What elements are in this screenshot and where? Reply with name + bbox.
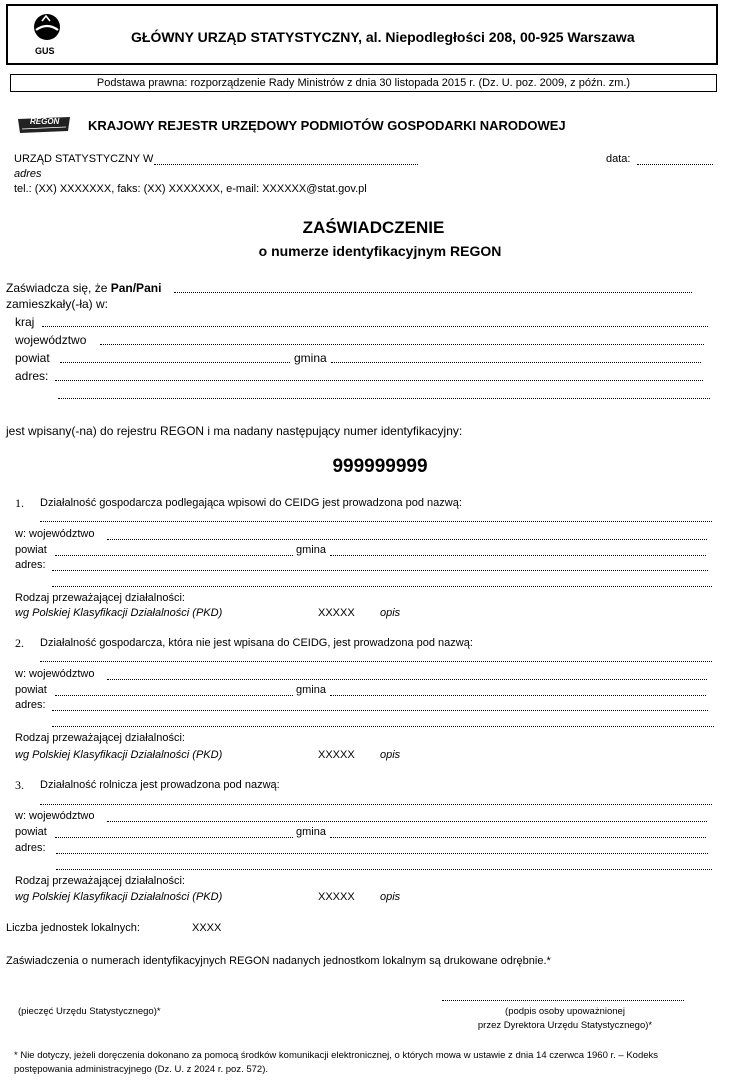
local-units-label: Liczba jednostek lokalnych: [6, 922, 140, 934]
person-intro [6, 281, 161, 295]
local-units-note: Zaświadczenia o numerach identyfikacyjnych REGON nadanych jednostkom lokalnym są drukowane odrębnie.* [6, 955, 551, 967]
footnote-line-2: postępowania administracyjnego (Dz. U. z 2024 r. poz. 572). [14, 1064, 268, 1075]
section-2-pkd-code: XXXXX [318, 749, 355, 761]
section-3-title: Działalność rolnicza jest prowadzona pod nazwą: [40, 779, 280, 791]
signature-line [442, 1000, 684, 1001]
country-field [42, 326, 708, 327]
section-2-pkd-label: wg Polskiej Klasyfikacji Działalności (PKD) [15, 749, 223, 761]
section-3-address-field-2 [56, 869, 712, 870]
section-3-voivodeship-field [107, 821, 707, 822]
regon-number: 999999999 [332, 456, 428, 477]
section-2-voivodeship-label: w: województwo [15, 668, 95, 680]
date-label: data: [606, 153, 631, 165]
commune-field [331, 362, 701, 363]
office-contact: tel.: (XX) XXXXXXX, faks: (XX) XXXXXXX, e-mail: XXXXXX@stat.gov.pl [14, 183, 367, 195]
section-2-county-field [55, 695, 293, 696]
signature-label-2: przez Dyrektora Urzędu Statystycznego)* [477, 1020, 653, 1031]
county-field [60, 362, 290, 363]
section-2-activity-label: Rodzaj przeważającej działalności: [15, 732, 185, 744]
section-1-pkd-label: wg Polskiej Klasyfikacji Działalności (PKD) [15, 607, 223, 619]
section-1-address-field [52, 570, 708, 571]
section-1-voivodeship-field [107, 539, 707, 540]
header-box [6, 4, 718, 65]
person-intro-bold: Pan/Pani [110, 281, 162, 295]
section-1-voivodeship-label: w: województwo [15, 528, 95, 540]
section-2-commune-field [330, 695, 706, 696]
section-3-pkd-code: XXXXX [318, 891, 355, 903]
doc-subtitle: o numerze identyfikacyjnym REGON [258, 243, 502, 259]
section-2-address-label: adres: [15, 699, 46, 711]
section-2-title: Działalność gospodarcza, która nie jest wpisana do CEIDG, jest prowadzona pod nazwą: [40, 637, 473, 649]
office-address: adres [14, 168, 42, 180]
voivodeship-label: województwo [15, 333, 87, 347]
section-3-name-field [40, 804, 712, 805]
section-3-address-label: adres: [15, 842, 46, 854]
registry-title: KRAJOWY REJESTR URZĘDOWY PODMIOTÓW GOSPODARKI NARODOWEJ [88, 118, 566, 133]
person-address-label: adres: [15, 369, 49, 383]
section-2-address-field-2 [52, 726, 714, 727]
section-1-pkd-desc: opis [380, 607, 401, 619]
section-1-title: Działalność gospodarcza podlegająca wpisowi do CEIDG jest prowadzona pod nazwą: [40, 497, 462, 509]
section-3-pkd-desc: opis [380, 891, 401, 903]
section-1-name-field [40, 521, 712, 522]
section-3-number: 3. [15, 778, 24, 792]
section-1-pkd-code: XXXXX [318, 607, 355, 619]
section-2-name-field [40, 661, 712, 662]
registration-text: jest wpisany(-na) do rejestru REGON i ma nadany następujący numer identyfikacyjny: [6, 424, 463, 438]
section-2-pkd-desc: opis [380, 749, 401, 761]
section-3-county-field [55, 837, 293, 838]
office-label: URZĄD STATYSTYCZNY W [14, 153, 154, 165]
section-2-number: 2. [15, 636, 24, 650]
section-2-county-label: powiat [15, 684, 47, 696]
county-label: powiat [15, 351, 50, 365]
section-2-address-field [52, 710, 708, 711]
section-1-number: 1. [15, 496, 24, 510]
section-3-activity-label: Rodzaj przeważającej działalności: [15, 875, 185, 887]
section-3-pkd-label: wg Polskiej Klasyfikacji Działalności (PKD) [15, 891, 223, 903]
local-units-value: XXXX [192, 922, 222, 934]
commune-label: gmina [294, 351, 327, 365]
signature-label-1: (podpis osoby upoważnionej [505, 1006, 625, 1017]
section-1-address-label: adres: [15, 559, 46, 571]
section-1-activity-label: Rodzaj przeważającej działalności: [15, 592, 185, 604]
gus-logo-text: GUS [35, 46, 55, 56]
section-2-voivodeship-field [107, 679, 707, 680]
section-3-address-field [56, 853, 708, 854]
section-2-commune-label: gmina [296, 684, 326, 696]
header-title: GŁÓWNY URZĄD STATYSTYCZNY, al. Niepodległości 208, 00-925 Warszawa [131, 29, 635, 45]
doc-title: ZAŚWIADCZENIE [302, 218, 445, 237]
section-3-commune-label: gmina [296, 826, 326, 838]
country-label: kraj [15, 315, 35, 329]
person-address-field [55, 380, 703, 381]
person-name-field [174, 292, 692, 293]
gus-logo [32, 10, 62, 60]
footnote-line-1: * Nie dotyczy, jeżeli doręczenia dokonano za pomocą środków komunikacji elektronicznej, o których mowa w ustawie z dnia 14 czerwca 1960 r. – Kodeks [14, 1050, 659, 1061]
section-1-commune-label: gmina [296, 544, 326, 556]
regon-logo [16, 115, 72, 135]
regon-logo-text: REGON [30, 117, 60, 126]
person-intro-text: Zaświadcza się, że [6, 281, 111, 295]
gus-emblem-icon [32, 10, 62, 50]
legal-basis: Podstawa prawna: rozporządzenie Rady Ministrów z dnia 30 listopada 2015 r. (Dz. U. poz. 2009, z późn. zm.) [10, 74, 717, 92]
office-field [154, 164, 418, 165]
section-3-voivodeship-label: w: województwo [15, 810, 95, 822]
section-3-commune-field [330, 837, 706, 838]
person-address-field-2 [58, 398, 710, 399]
resident-label: zamieszkały(-ła) w: [6, 297, 109, 311]
voivodeship-field [100, 344, 704, 345]
section-1-county-field [55, 555, 293, 556]
date-field [637, 164, 713, 165]
section-1-commune-field [330, 555, 706, 556]
stamp-label: (pieczęć Urzędu Statystycznego)* [18, 1006, 161, 1017]
section-1-county-label: powiat [15, 544, 47, 556]
section-1-address-field-2 [52, 586, 712, 587]
section-3-county-label: powiat [15, 826, 47, 838]
